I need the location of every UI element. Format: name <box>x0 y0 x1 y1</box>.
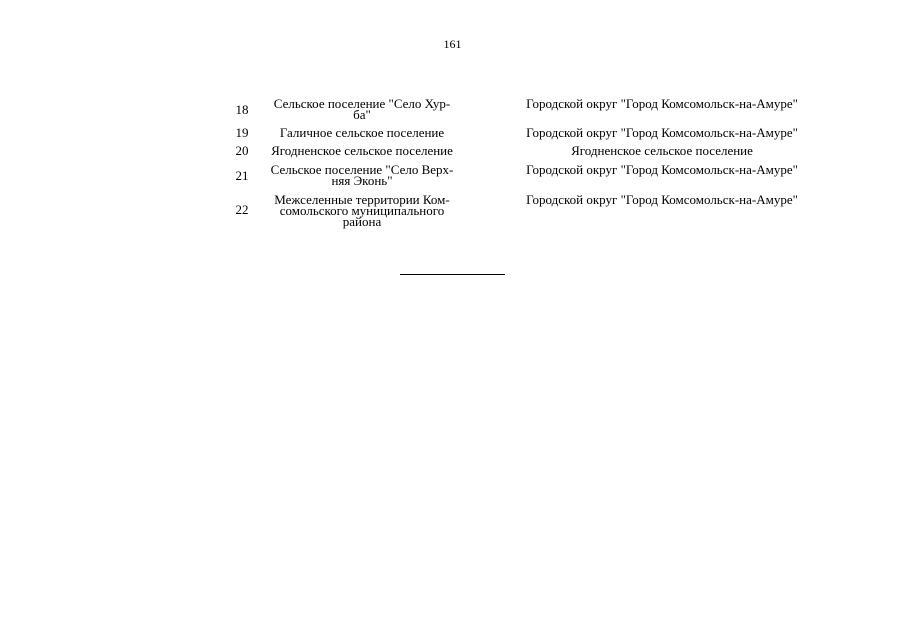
settlement-name-line: няя Эконь" <box>331 173 393 188</box>
table-row <box>222 144 862 163</box>
settlement-name <box>262 126 462 140</box>
page-number: 161 <box>443 37 462 51</box>
row-number: 20 <box>235 143 249 158</box>
settlement-name <box>262 97 462 120</box>
target-municipality: Городской округ "Город Комсомольск-на-Амуре" <box>526 162 798 177</box>
row-number: 19 <box>235 125 249 140</box>
target-municipality: Ягодненское сельское поселение <box>571 143 753 158</box>
table-row <box>222 97 862 126</box>
table-row <box>222 163 862 193</box>
table-row <box>222 126 862 144</box>
row-number: 21 <box>235 168 249 183</box>
settlement-name-line: Галичное сельское поселение <box>279 125 445 140</box>
settlement-name-line: района <box>342 214 382 229</box>
settlement-name-line: ба" <box>353 107 371 122</box>
settlement-name-line: Ягодненское сельское поселение <box>271 143 453 158</box>
end-divider <box>400 274 505 275</box>
municipality-table <box>222 97 862 233</box>
settlement-name <box>262 163 462 186</box>
settlement-name-line: Сельское поселение "Село Верх- <box>270 162 454 177</box>
settlement-name-line: Сельское поселение "Село Хур- <box>273 96 451 111</box>
settlement-name <box>262 144 462 158</box>
settlement-name-line: сомольского муниципального <box>279 203 445 218</box>
table-row <box>222 193 862 233</box>
settlement-name <box>262 193 462 227</box>
target-municipality: Городской округ "Город Комсомольск-на-Амуре" <box>526 125 798 140</box>
settlement-name-line: Межселенные территории Ком- <box>274 192 450 207</box>
row-number: 18 <box>235 102 249 117</box>
row-number: 22 <box>235 202 249 217</box>
target-municipality: Городской округ "Город Комсомольск-на-Амуре" <box>526 96 798 111</box>
target-municipality: Городской округ "Город Комсомольск-на-Амуре" <box>526 192 798 207</box>
